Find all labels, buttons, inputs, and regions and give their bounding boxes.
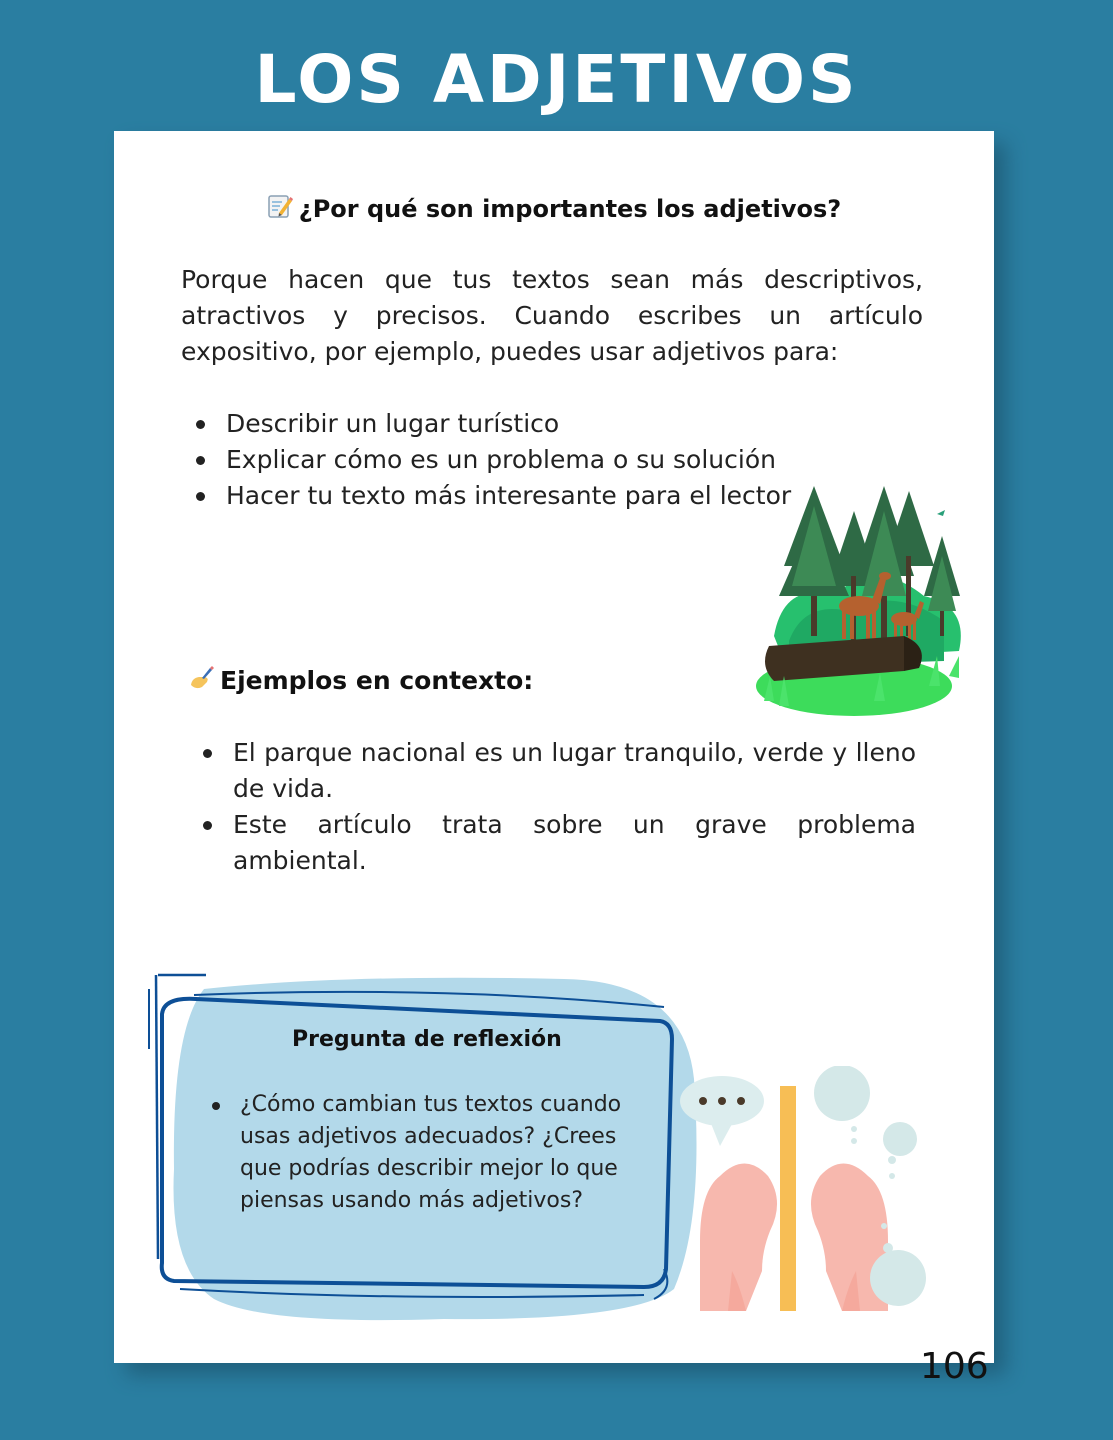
- list-item: Explicar cómo es un problema o su solución: [181, 442, 881, 478]
- examples-list: [188, 735, 916, 879]
- thinking-heads-illustration: [680, 1066, 930, 1316]
- intro-paragraph: Porque hacen que tus textos sean más descriptivos, atractivos y precisos. Cuando escribes un artículo expositivo, por ejemplo, puedes usar adjetivos para:: [181, 265, 923, 366]
- forest-deer-illustration: [754, 486, 969, 718]
- list-item: Describir un lugar turístico: [181, 406, 881, 442]
- list-item: El parque nacional es un lugar tranquilo, verde y lleno de vida.: [188, 735, 916, 807]
- section-heading-examples: [188, 665, 533, 695]
- writing-hand-icon: [188, 665, 214, 691]
- page-title: LOS ADJETIVOS: [254, 41, 859, 118]
- reflection-title: Pregunta de reflexión: [292, 1027, 562, 1052]
- section-heading-importance: [114, 193, 994, 223]
- page-sheet: [114, 131, 994, 1363]
- list-item: Este artículo trata sobre un grave problema ambiental.: [188, 807, 916, 879]
- section-heading-text: ¿Por qué son importantes los adjetivos?: [298, 195, 842, 223]
- reflection-list: [206, 1089, 646, 1217]
- list-item: Hacer tu texto más interesante para el lector: [181, 478, 881, 514]
- section-heading-text: Ejemplos en contexto:: [220, 666, 534, 695]
- memo-icon: [267, 193, 293, 219]
- page-number: 106: [920, 1346, 989, 1387]
- list-item: ¿Cómo cambian tus textos cuando usas adjetivos adecuados? ¿Crees que podrías describir mejor lo que piensas usando más adjetivos?: [206, 1089, 646, 1217]
